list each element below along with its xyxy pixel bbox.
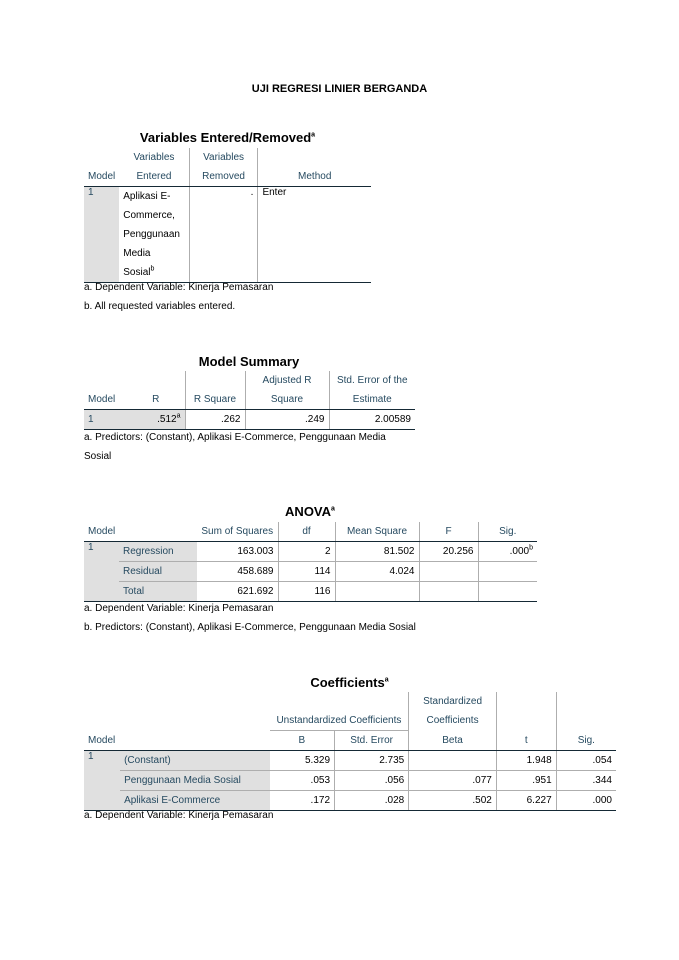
header-mean-square: Mean Square: [335, 522, 419, 542]
header-model: Model: [84, 167, 119, 187]
row-model: 1: [84, 542, 119, 602]
cell-ss: 163.003: [197, 542, 278, 562]
cell-b: 5.329: [270, 751, 335, 771]
cell-r-square: .262: [185, 410, 245, 430]
header-adjusted-1: Adjusted R: [245, 371, 329, 390]
cell-ms: 4.024: [335, 562, 419, 582]
row-model: 1: [84, 751, 120, 811]
cell-sig: .054: [556, 751, 616, 771]
cell-f: 20.256: [419, 542, 478, 562]
header-removed-2: Removed: [189, 167, 258, 187]
cell-df: 114: [278, 562, 335, 582]
cell-std-error: 2.735: [335, 751, 409, 771]
cell-t: 6.227: [496, 791, 556, 811]
header-sig: Sig.: [556, 731, 616, 751]
header-unstandardized: Unstandardized Coefficients: [270, 711, 409, 731]
cell-std-error: .056: [335, 771, 409, 791]
header-model: Model: [84, 731, 270, 751]
document-title: UJI REGRESI LINIER BERGANDA: [251, 83, 428, 95]
row-label-residual: Residual: [119, 562, 197, 582]
header-beta: Beta: [409, 731, 497, 751]
coefficients-notes: a. Dependent Variable: Kinerja Pemasaran: [84, 810, 274, 821]
header-r-square: R Square: [185, 390, 245, 410]
cell-df: 2: [278, 542, 335, 562]
cell-removed: .: [189, 187, 258, 283]
header-std-error-1: Std. Error of the: [336, 375, 408, 386]
cell-beta: .502: [409, 791, 497, 811]
row-label-aplikasi-e-commerce: Aplikasi E-Commerce: [120, 791, 269, 811]
cell-r: .512$^a$: [127, 410, 185, 430]
row-label-regression: Regression: [119, 542, 197, 562]
cell-df: 116: [278, 582, 335, 602]
model-summary-table: [84, 371, 415, 430]
row-label-total: Total: [119, 582, 197, 602]
cell-sig: .344: [556, 771, 616, 791]
header-f: F: [419, 522, 478, 542]
header-model: Model: [84, 522, 197, 542]
cell-t: 1.948: [496, 751, 556, 771]
coefficients-table: [84, 692, 616, 811]
header-entered-2: Entered: [119, 167, 189, 187]
model-summary-title: Model Summary: [198, 354, 300, 369]
row-model: 1: [84, 410, 127, 430]
header-std-error-2: Estimate: [329, 390, 415, 410]
header-model: Model: [84, 390, 127, 410]
cell-ms: 81.502: [335, 542, 419, 562]
anova-title: ANOVA$^a$: [285, 504, 335, 519]
variables-entered-table: [84, 148, 371, 283]
header-sig: Sig.: [478, 522, 537, 542]
cell-method: Enter: [258, 187, 371, 283]
cell-sig: .000: [556, 791, 616, 811]
header-r: R: [127, 390, 185, 410]
cell-t: .951: [496, 771, 556, 791]
cell-ss: 458.689: [197, 562, 278, 582]
variables-table-title: Variables Entered/Removed$^a$: [139, 130, 316, 145]
header-b: B: [270, 731, 335, 751]
cell-b: .053: [270, 771, 335, 791]
anova-table: [84, 522, 537, 602]
header-entered-1: Variables: [119, 148, 189, 167]
header-std-error: Std. Error: [335, 731, 409, 751]
header-standardized-2: Coefficients: [409, 711, 497, 731]
cell-adjusted: .249: [245, 410, 329, 430]
header-removed-1: Variables: [189, 148, 258, 167]
cell-sig: .000$^b$: [478, 542, 537, 562]
cell-ss: 621.692: [197, 582, 278, 602]
coefficients-title: Coefficients$^a$: [310, 675, 389, 690]
variables-notes: a. Dependent Variable: Kinerja Pemasaran b. All requested variables entered.: [84, 282, 274, 312]
row-label-constant: (Constant): [120, 751, 269, 771]
header-t: t: [496, 731, 556, 751]
cell-std-error: 2.00589: [329, 410, 415, 430]
cell-b: .172: [270, 791, 335, 811]
cell-beta: .077: [409, 771, 497, 791]
header-sum-of-squares: Sum of Squares: [197, 522, 278, 542]
header-df: df: [278, 522, 335, 542]
cell-entered: Aplikasi E- Commerce, Penggunaan Media Sosial$^b$: [119, 187, 189, 283]
row-label-penggunaan-media-sosial: Penggunaan Media Sosial: [120, 771, 269, 791]
header-standardized-1: Standardized: [409, 692, 497, 711]
anova-notes: a. Dependent Variable: Kinerja Pemasaran b. Predictors: (Constant), Aplikasi E-Commerce, Penggunaan Media Sosial: [84, 603, 416, 633]
model-summary-notes: a. Predictors: (Constant), Aplikasi E-Commerce, Penggunaan Media Sosial: [84, 432, 386, 462]
row-model: 1: [84, 187, 119, 283]
header-method: Method: [258, 167, 371, 187]
cell-beta: [409, 751, 497, 771]
header-adjusted-2: Square: [245, 390, 329, 410]
cell-std-error: .028: [335, 791, 409, 811]
